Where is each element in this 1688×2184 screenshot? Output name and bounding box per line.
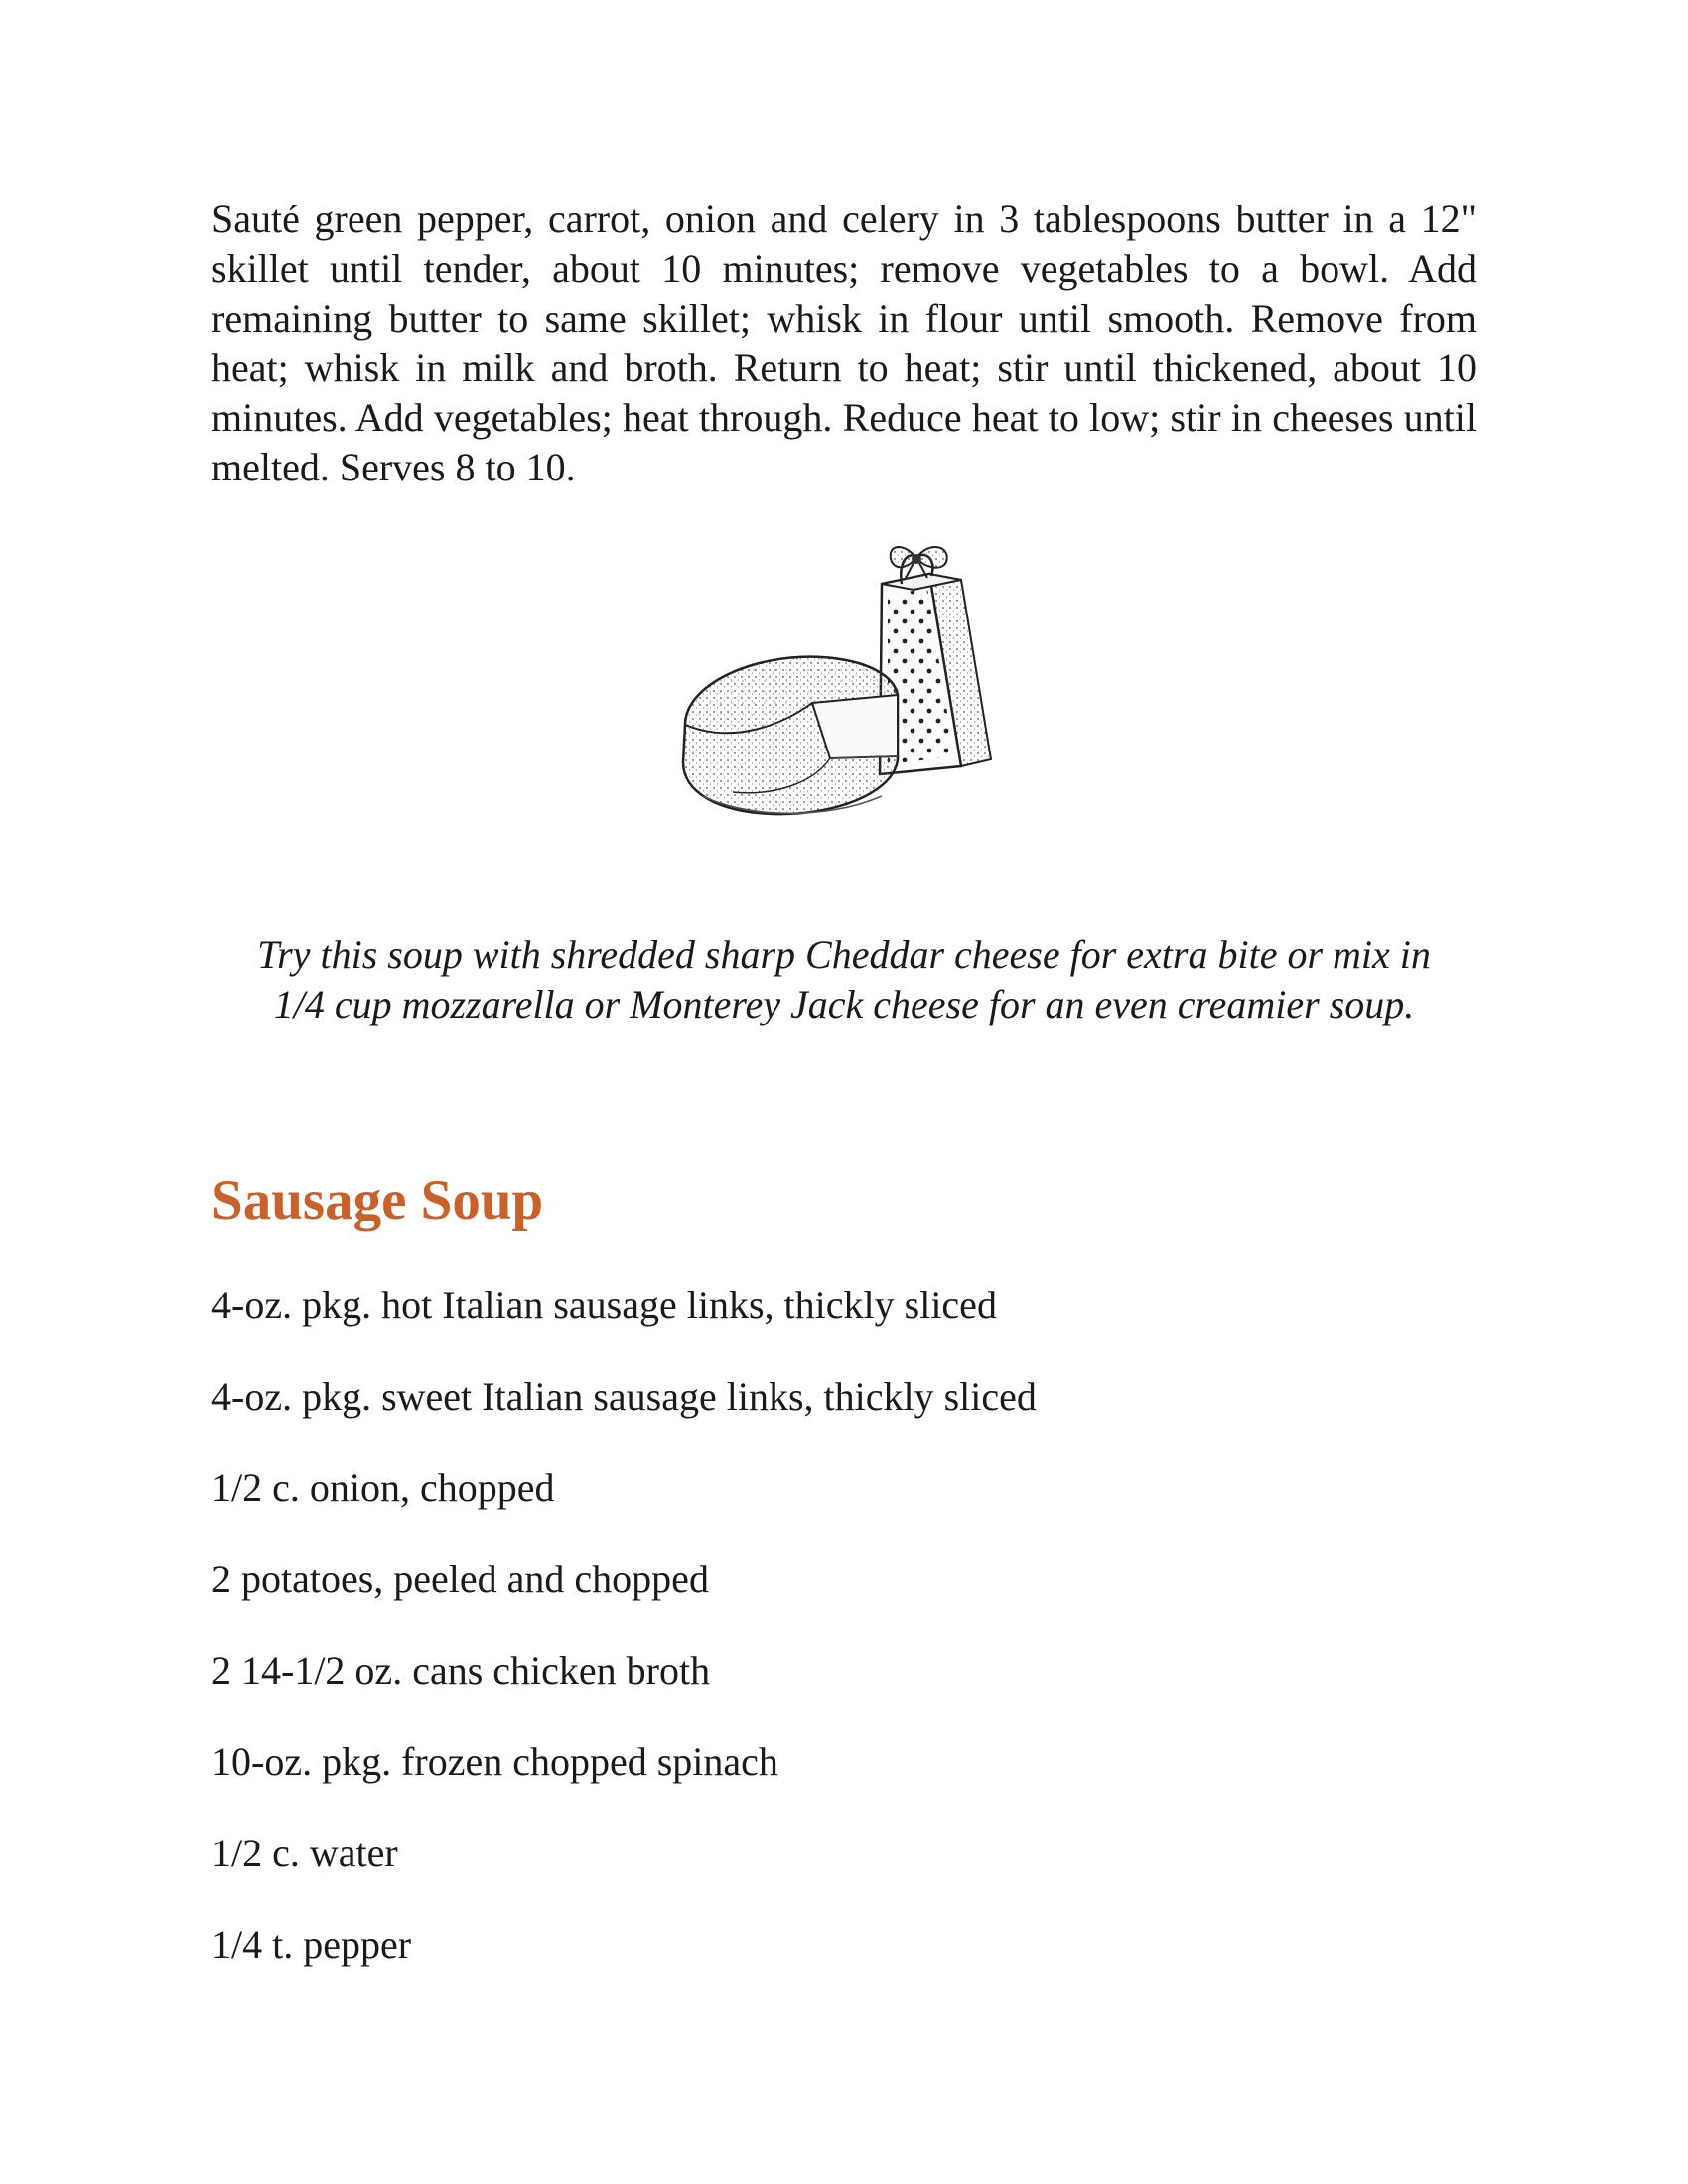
ingredient-item: 2 14-1/2 oz. cans chicken broth xyxy=(211,1648,711,1693)
ingredient-item: 4-oz. pkg. sweet Italian sausage links, thickly sliced xyxy=(211,1374,1037,1419)
ingredient-item: 1/2 c. water xyxy=(211,1831,398,1875)
ingredient-item: 4-oz. pkg. hot Italian sausage links, thickly sliced xyxy=(211,1283,997,1327)
ingredient-item: 1/4 t. pepper xyxy=(211,1922,412,1967)
ingredient-item: 2 potatoes, peeled and chopped xyxy=(211,1557,709,1601)
ingredient-item: 1/2 c. onion, chopped xyxy=(211,1465,555,1510)
directions-paragraph: Sauté green pepper, carrot, onion and celery in 3 tablespoons butter in a 12" skillet until tender, about 10 minutes; remove vegetables to a bowl. Add remaining butter to same skillet; whisk in flour until smooth. Remove from heat; whisk in milk and broth. Return to heat; stir until thickened, about 10 minutes. Add vegetables; heat through. Reduce heat to low; stir in cheeses until melted. Serves 8 to 10. xyxy=(211,197,1477,489)
recipe-page xyxy=(211,0,1477,2184)
serving-tip-line-1: Try this soup with shredded sharp Cheddar cheese for extra bite or mix in xyxy=(257,932,1431,977)
ingredient-item: 10-oz. pkg. frozen chopped spinach xyxy=(211,1739,778,1784)
serving-tip xyxy=(211,930,1477,1029)
cheese-grater-icon xyxy=(663,536,1041,864)
recipe-title: Sausage Soup xyxy=(211,1169,544,1232)
ingredient-list xyxy=(211,1281,1037,2011)
serving-tip-line-2: 1/4 cup mozzarella or Monterey Jack cheese for an even creamier soup. xyxy=(273,982,1415,1026)
